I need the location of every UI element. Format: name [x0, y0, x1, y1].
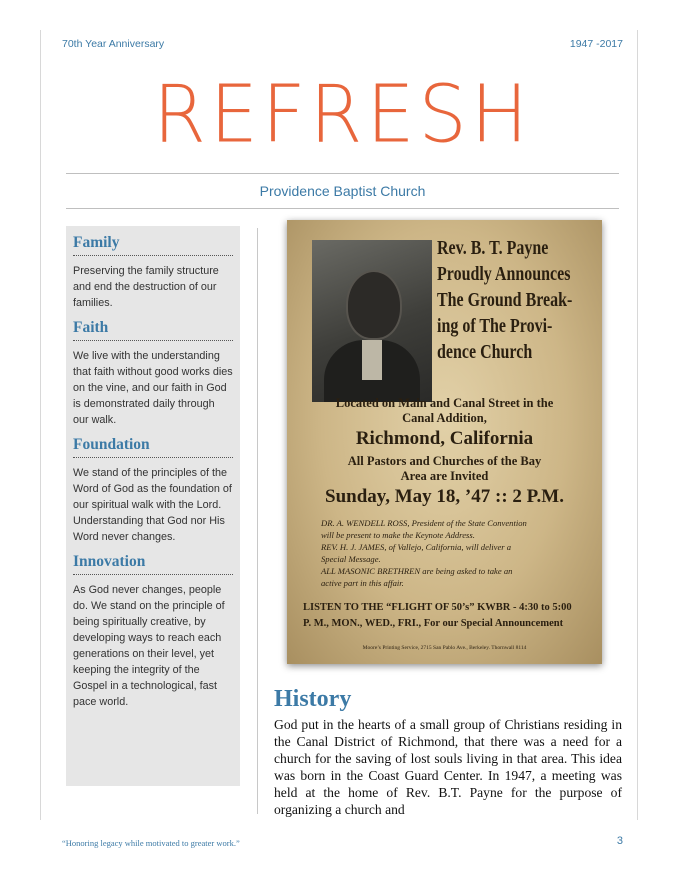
sidebar-heading-faith: Faith	[73, 319, 109, 336]
flyer-location-1: Located on Main and Canal Street in the	[335, 396, 554, 410]
reverend-portrait	[312, 240, 432, 402]
page-title: REFRESH	[153, 66, 532, 161]
sidebar-text-innovation: As God never changes, people do. We stand on the principle of being spiritually creative, by developing ways to reach each generations on their level, yet keeping the integrity of the Gospel in a technological, fast pace world.	[73, 584, 225, 708]
sidebar-text-faith: We live with the understanding that faith without good works dies on the vine, and our faith in God is demonstrated daily through our walk.	[73, 350, 233, 426]
groundbreaking-flyer-photo	[287, 220, 602, 664]
sidebar-text-family: Preserving the family structure and end the destruction of our families.	[73, 265, 219, 309]
flyer-invite-2: Area are Invited	[400, 469, 489, 483]
sidebar-divider	[73, 340, 233, 341]
sidebar-heading-innovation: Innovation	[73, 553, 146, 570]
history-heading: History	[274, 686, 352, 712]
header-years: 1947 -2017	[569, 38, 623, 50]
sidebar-divider	[73, 574, 233, 575]
portrait-shirt	[362, 340, 382, 380]
column-divider	[257, 228, 258, 814]
sidebar-divider	[73, 255, 233, 256]
flyer-date: Sunday, May 18, ’47 :: 2 P.M.	[325, 486, 564, 507]
sidebar-heading-family: Family	[73, 234, 120, 251]
flyer-detail-line: Special Message.	[321, 554, 381, 564]
flyer-headline-line: dence Church	[437, 342, 533, 363]
footer-quote: “Honoring legacy while motivated to greater work.”	[62, 838, 240, 848]
flyer-city: Richmond, California	[355, 428, 534, 449]
flyer-detail-line: REV. H. J. JAMES, of Vallejo, California, will deliver a	[321, 542, 512, 552]
sidebar-heading-foundation: Foundation	[73, 436, 150, 453]
flyer-detail-line: active part in this affair.	[321, 578, 404, 588]
church-name: Providence Baptist Church	[259, 183, 426, 199]
flyer-invite-1: All Pastors and Churches of the Bay	[347, 454, 542, 468]
flyer-detail-line: will be present to make the Keynote Address.	[321, 530, 475, 540]
flyer-detail-line: ALL MASONIC BRETHREN are being asked to take an	[321, 566, 513, 576]
flyer-details	[321, 517, 527, 589]
flyer-printer: Moore’s Printing Service, 2715 San Pablo Ave., Berkeley. Thornwall 8114	[362, 645, 527, 651]
values-sidebar	[66, 226, 240, 786]
flyer-headline-line: The Ground Break-	[437, 290, 573, 311]
flyer-headline-line: Proudly Announces	[437, 264, 571, 285]
title-divider-top	[66, 173, 619, 174]
flyer-headline-line: ing of The Provi-	[437, 316, 553, 337]
header-anniversary: 70th Year Anniversary	[62, 38, 165, 50]
sidebar-text-foundation: We stand of the principles of the Word of God as the foundation of our spiritual walk with the Lord. Understanding that God nor His Word never changes.	[73, 467, 232, 543]
title-divider-bottom	[66, 208, 619, 209]
flyer-radio-1: LISTEN TO THE “FLIGHT OF 50’s” KWBR - 4:30 to 5:00	[303, 602, 572, 613]
flyer-radio-2: P. M., MON., WED., FRI., For our Special Announcement	[303, 618, 564, 629]
sidebar-divider	[73, 457, 233, 458]
flyer-headline-line: Rev. B. T. Payne	[437, 238, 549, 259]
flyer-headline	[437, 236, 602, 366]
history-body: God put in the hearts of a small group of Christians residing in the Canal District of Richmond, that there was a need for a church for the saving of lost souls living in that area. This idea was born in the Coast Guard Center. In 1947, a meeting was held at the home of Rev. B.T. Payne for the purpose of organizing a church and	[274, 717, 622, 817]
flyer-location-2: Canal Addition,	[402, 411, 487, 425]
flyer-detail-line: DR. A. WENDELL ROSS, President of the State Convention	[321, 518, 527, 528]
portrait-face	[346, 270, 402, 340]
page-number: 3	[616, 835, 623, 847]
